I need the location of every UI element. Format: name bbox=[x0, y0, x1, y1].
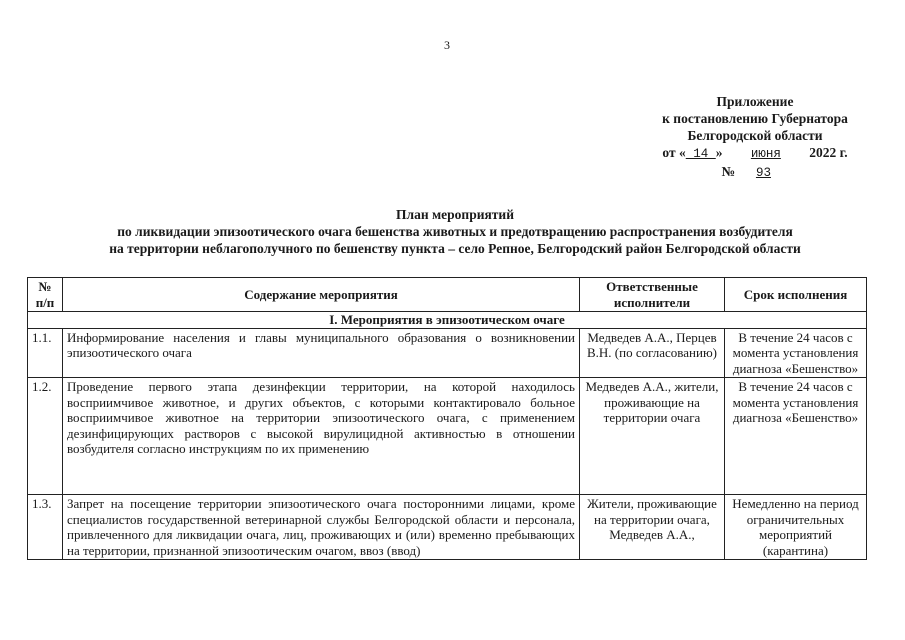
plan-title bbox=[40, 206, 870, 257]
row-executors: Медведев А.А., жители, проживающие на территории очага bbox=[580, 378, 725, 495]
row-num: 1.3. bbox=[28, 495, 63, 560]
header-executors: Ответственные исполнители bbox=[580, 278, 725, 312]
header-term: Срок исполнения bbox=[725, 278, 867, 312]
table-row bbox=[28, 378, 867, 495]
appendix-decree-line: к постановлению Губернатора bbox=[662, 111, 848, 126]
section-row bbox=[28, 312, 867, 329]
appendix-date: от « 14 » июня 2022 г. bbox=[662, 145, 848, 161]
appendix-region-line: Белгородской области bbox=[687, 128, 823, 143]
table-header-row bbox=[28, 278, 867, 312]
table-row bbox=[28, 328, 867, 378]
row-content: Запрет на посещение территории эпизоотического очага посторонними лицами, кроме специалистов государственной ветеринарной службы Белгородской области и персонала, привлеченного для ликвидации очага, лиц, проживающих и (или) временно пребывающих на территории, признанной эпизоотическим очагом, ввоз (ввод) bbox=[63, 495, 580, 560]
appendix-title: Приложение bbox=[716, 94, 794, 109]
page-bottom-margin bbox=[0, 586, 905, 640]
header-num: № п/п bbox=[28, 278, 63, 312]
row-term: В течение 24 часов с момента установления диагноза «Бешенство» bbox=[725, 328, 867, 378]
appendix-day: 14 bbox=[685, 147, 716, 161]
appendix-month: июня bbox=[750, 147, 781, 161]
section-title: I. Мероприятия в эпизоотическом очаге bbox=[28, 312, 867, 329]
row-term: Немедленно на период ограничительных мероприятий (карантина) bbox=[725, 495, 867, 560]
plan-table bbox=[27, 277, 867, 560]
page-number: 3 bbox=[444, 38, 450, 52]
row-executors: Медведев А.А., Перцев В.Н. (по согласованию) bbox=[580, 328, 725, 378]
row-term: В течение 24 часов с момента установления диагноза «Бешенство» bbox=[725, 378, 867, 495]
header-content: Содержание мероприятия bbox=[63, 278, 580, 312]
plan-title-line1: План мероприятий bbox=[396, 207, 514, 222]
plan-title-line3: на территории неблагополучного по бешенству пункта – село Репное, Белгородский район Белгородской области bbox=[109, 241, 801, 256]
row-content: Проведение первого этапа дезинфекции территории, на которой находилось восприимчивое животное, и других объектов, с которыми контактировало больное восприимчивое животное на территории эпизоотического очага, с применением дезинфицирующих растворов с высокой вирулицидной активностью в отношении возбудителя согласно инструкциям по их применению bbox=[63, 378, 580, 495]
table-row bbox=[28, 495, 867, 560]
appendix-year: 2022 г. bbox=[809, 145, 848, 160]
row-num: 1.2. bbox=[28, 378, 63, 495]
row-content: Информирование населения и главы муниципального образования о возникновении эпизоотического очага bbox=[63, 328, 580, 378]
appendix-header bbox=[640, 93, 870, 182]
appendix-number: № 93 bbox=[721, 164, 771, 180]
plan-title-line2: по ликвидации эпизоотического очага бешенства животных и предотвращению распространения возбудителя bbox=[117, 224, 793, 239]
row-num: 1.1. bbox=[28, 328, 63, 378]
row-executors: Жители, проживающие на территории очага, Медведев А.А., bbox=[580, 495, 725, 560]
